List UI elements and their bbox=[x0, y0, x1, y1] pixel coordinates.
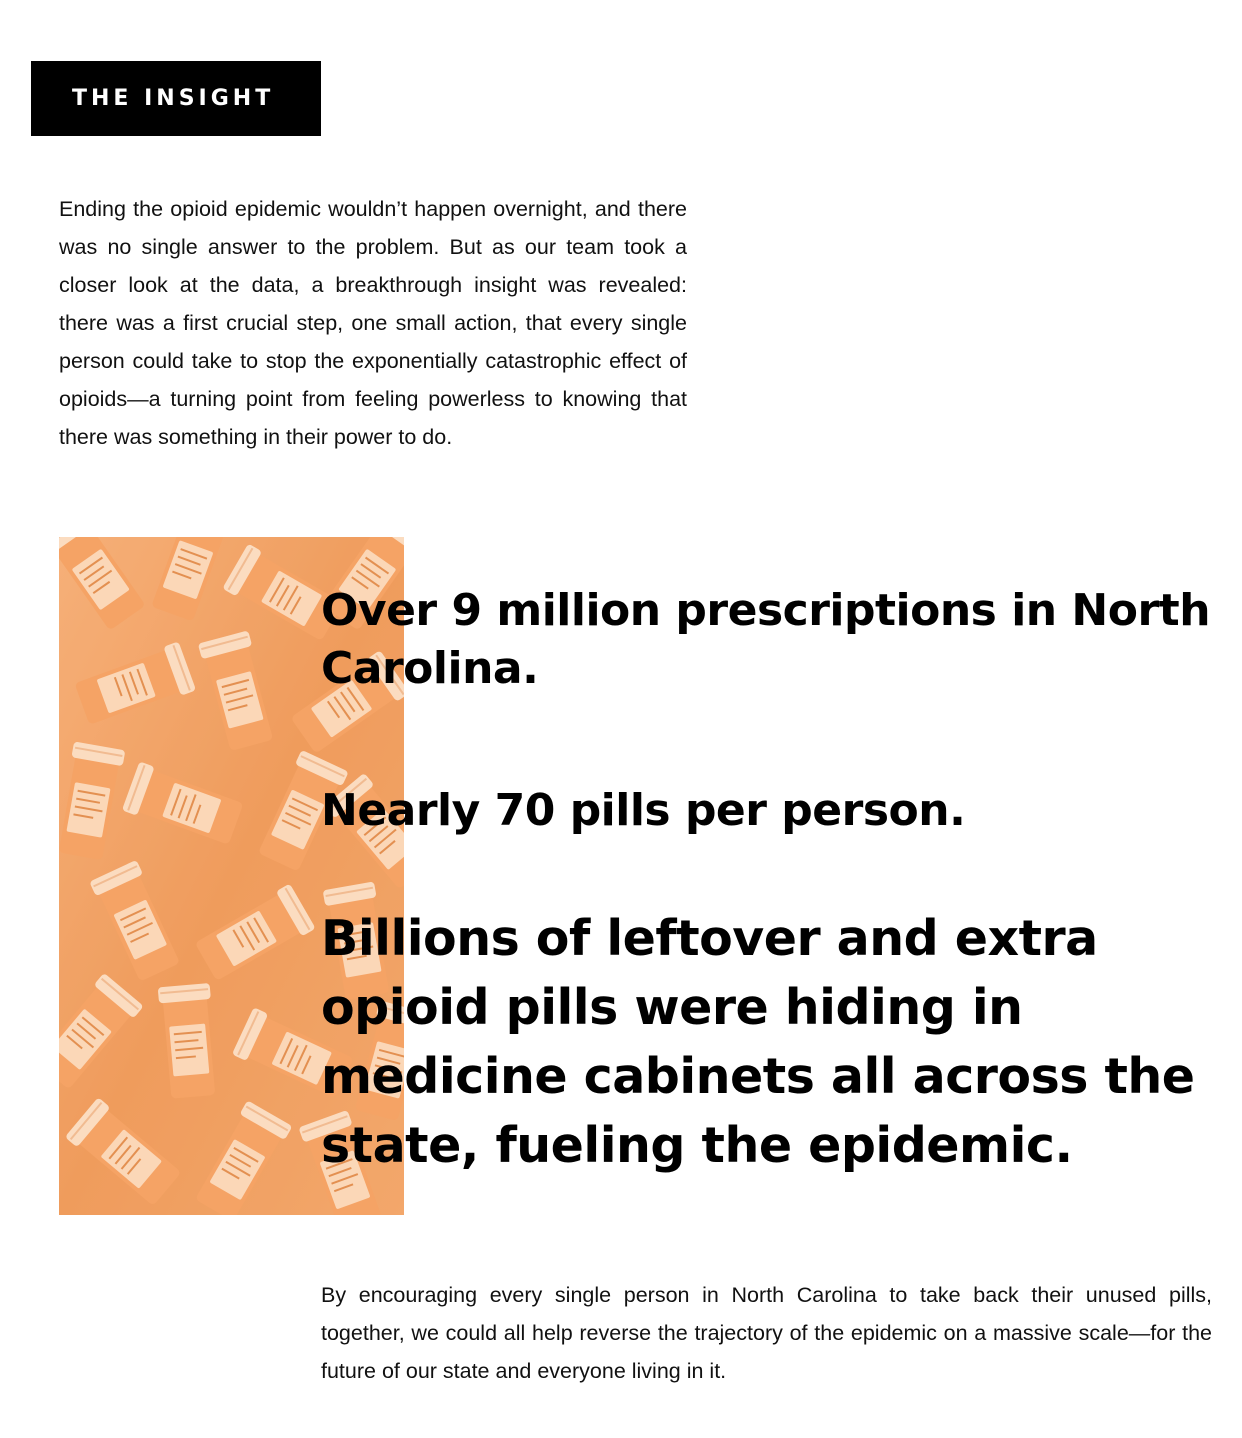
statistics-block bbox=[321, 582, 1221, 1180]
intro-paragraph: Ending the opioid epidemic wouldn’t happen overnight, and there was no single answer to the problem. But as our team took a closer look at the data, a breakthrough insight was revealed: there was a first crucial step, one small action, that every single person could take to stop the exponentially catastrophic effect of opioids—a turning point from feeling powerless to knowing that there was something in their power to do. bbox=[59, 197, 687, 449]
stat-pills-per-person: Nearly 70 pills per person. bbox=[321, 785, 966, 836]
stat-prescriptions: Over 9 million prescriptions in North Carolina. bbox=[321, 585, 1211, 694]
stat-leftover-pills: Billions of leftover and extra opioid pills were hiding in medicine cabinets all across the state, fueling the epidemic. bbox=[321, 910, 1195, 1174]
closing-paragraph: By encouraging every single person in North Carolina to take back their unused pills, together, we could all help reverse the trajectory of the epidemic on a massive scale—for the future of our state and everyone living in it. bbox=[321, 1283, 1212, 1383]
section-tag bbox=[31, 61, 321, 136]
section-tag-label: THE INSIGHT bbox=[72, 85, 275, 111]
